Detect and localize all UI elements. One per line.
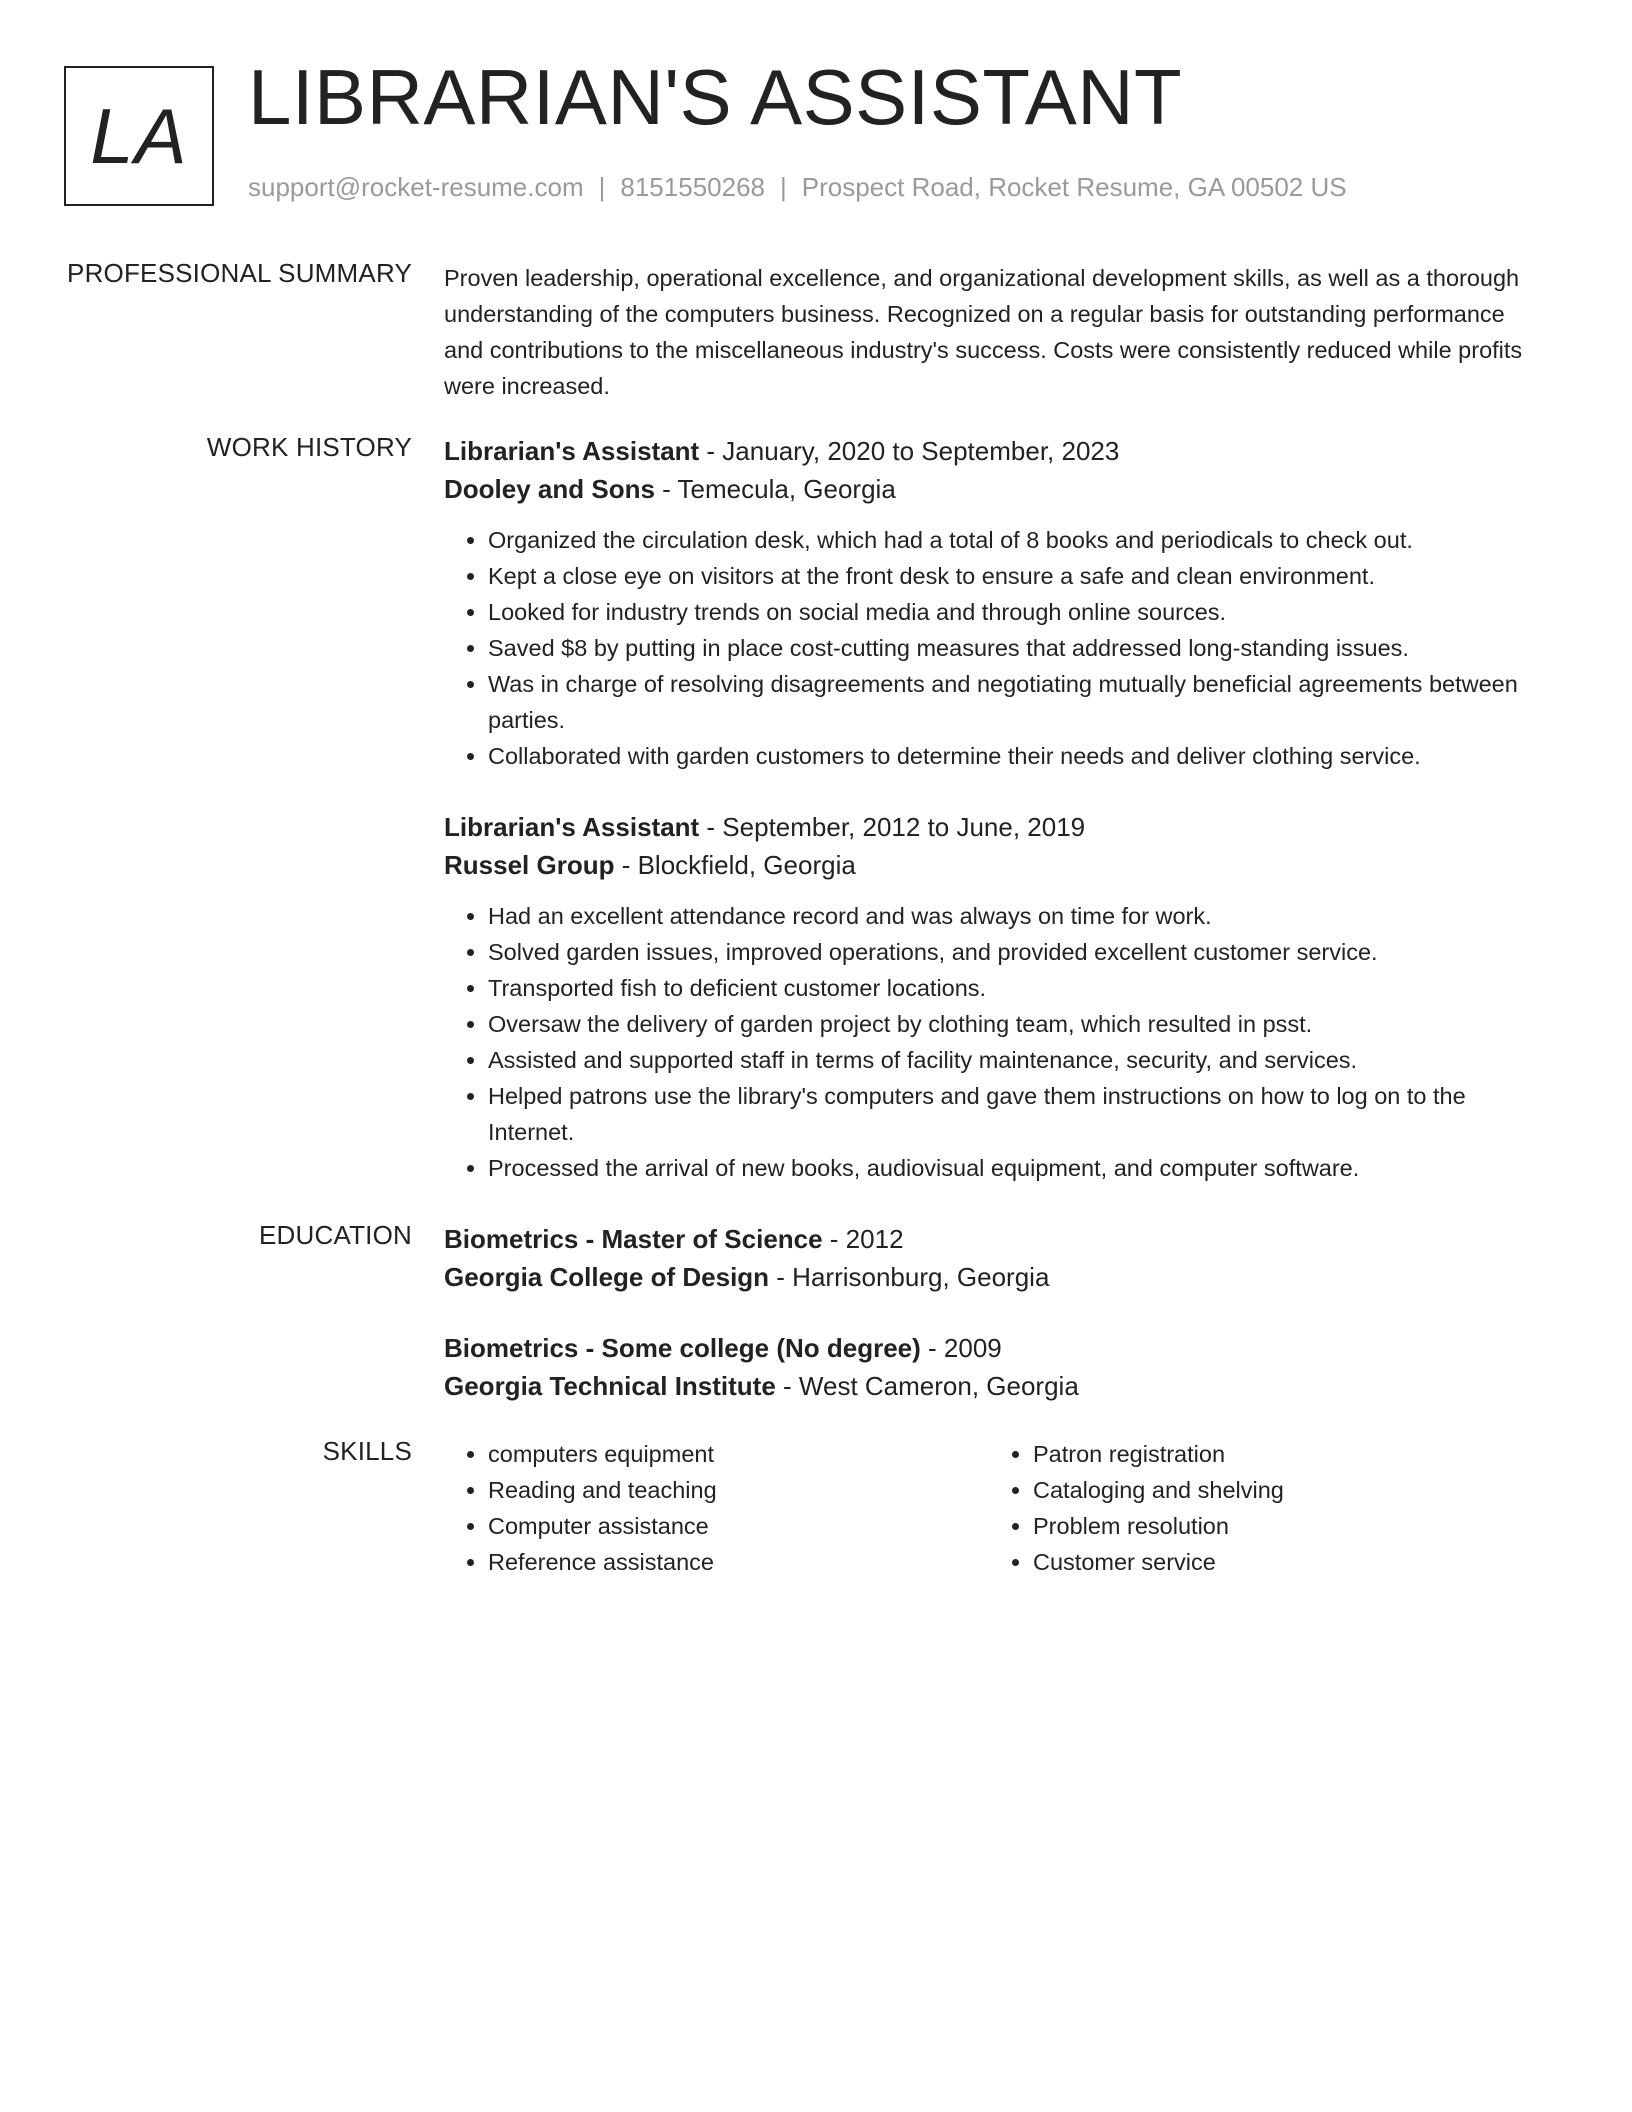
job-employer-line xyxy=(444,470,1524,508)
contact-separator: | xyxy=(598,172,606,202)
job-bullet: • Assisted and supported staff in terms of facility maintenance, security, and services. xyxy=(488,1042,1524,1078)
skills-body xyxy=(444,1436,1524,1580)
contact-address: Prospect Road, Rocket Resume, GA 00502 US xyxy=(801,172,1347,202)
job-entry xyxy=(444,808,1524,1186)
monogram-initials: LA xyxy=(90,91,188,180)
job-title-line xyxy=(444,808,1524,846)
job-employer: Dooley and Sons xyxy=(444,474,655,504)
job-bullet: • Had an excellent attendance record and was always on time for work. xyxy=(488,898,1524,934)
skill-item: • Patron registration xyxy=(1033,1436,1534,1472)
skills-column-left xyxy=(444,1436,989,1580)
summary-body xyxy=(444,258,1524,404)
job-bullets xyxy=(444,522,1524,774)
skill-item: • Reference assistance xyxy=(488,1544,989,1580)
job-title-line xyxy=(444,432,1524,470)
skill-item: • Problem resolution xyxy=(1033,1508,1534,1544)
summary-text: Proven leadership, operational excellence, and organizational development skills, as well as a thorough understanding of the computers business. Recognized on a regular basis for outstanding performance and contributions to the miscellaneous industry's success. Costs were consistently reduced while profits were increased. xyxy=(444,265,1523,399)
job-dates: - January, 2020 to September, 2023 xyxy=(699,436,1120,466)
job-dates: - September, 2012 to June, 2019 xyxy=(699,812,1086,842)
education-entry xyxy=(444,1329,1524,1405)
job-entry xyxy=(444,432,1524,774)
contact-separator: | xyxy=(780,172,787,202)
job-bullet: • Saved $8 by putting in place cost-cutting measures that addressed long-standing issues. xyxy=(488,630,1524,666)
job-bullet: • Helped patrons use the library's computers and gave them instructions on how to log on to the Internet. xyxy=(488,1078,1524,1150)
job-employer: Russel Group xyxy=(444,850,615,880)
job-location: - Blockfield, Georgia xyxy=(614,850,856,880)
education-degree: Biometrics - Master of Science xyxy=(444,1224,823,1254)
contact-info xyxy=(248,172,1347,203)
education-degree-line xyxy=(444,1220,1524,1258)
job-bullet: • Collaborated with garden customers to determine their needs and deliver clothing service. xyxy=(488,738,1524,774)
education-school: Georgia Technical Institute xyxy=(444,1371,776,1401)
skills-heading: SKILLS xyxy=(322,1436,412,1466)
education-year: - 2012 xyxy=(822,1224,904,1254)
job-bullet: • Solved garden issues, improved operations, and provided excellent customer service. xyxy=(488,934,1524,970)
job-bullet: • Oversaw the delivery of garden project by clothing team, which resulted in psst. xyxy=(488,1006,1524,1042)
education-body xyxy=(444,1220,1524,1405)
skill-item: • Customer service xyxy=(1033,1544,1534,1580)
work-history-heading: WORK HISTORY xyxy=(206,432,412,462)
skill-item: • Computer assistance xyxy=(488,1508,989,1544)
education-entry xyxy=(444,1220,1524,1296)
education-location: - Harrisonburg, Georgia xyxy=(769,1262,1050,1292)
education-degree: Biometrics - Some college (No degree) xyxy=(444,1333,921,1363)
job-employer-line xyxy=(444,846,1524,884)
education-location: - West Cameron, Georgia xyxy=(775,1371,1079,1401)
monogram-box xyxy=(64,66,214,206)
job-bullet: • Looked for industry trends on social media and through online sources. xyxy=(488,594,1524,630)
contact-phone: 8151550268 xyxy=(620,172,765,202)
job-bullet: • Transported fish to deficient customer locations. xyxy=(488,970,1524,1006)
skills-column-right xyxy=(989,1436,1534,1580)
education-year: - 2009 xyxy=(920,1333,1002,1363)
education-degree-line xyxy=(444,1329,1524,1367)
education-heading: EDUCATION xyxy=(259,1220,412,1250)
skills-grid xyxy=(444,1436,1534,1580)
skills-list xyxy=(989,1436,1534,1580)
job-bullet: • Kept a close eye on visitors at the front desk to ensure a safe and clean environment. xyxy=(488,558,1524,594)
job-bullet: • Organized the circulation desk, which had a total of 8 books and periodicals to check out. xyxy=(488,522,1524,558)
skill-item: • computers equipment xyxy=(488,1436,989,1472)
work-history-body xyxy=(444,432,1524,1186)
job-bullets xyxy=(444,898,1524,1186)
education-school-line xyxy=(444,1367,1524,1405)
contact-email: support@rocket-resume.com xyxy=(248,172,584,202)
skill-item: • Cataloging and shelving xyxy=(1033,1472,1534,1508)
job-bullet: • Was in charge of resolving disagreements and negotiating mutually beneficial agreements between parties. xyxy=(488,666,1524,738)
job-location: - Temecula, Georgia xyxy=(654,474,896,504)
education-school: Georgia College of Design xyxy=(444,1262,770,1292)
education-school-line xyxy=(444,1258,1524,1296)
job-bullet: • Processed the arrival of new books, audiovisual equipment, and computer software. xyxy=(488,1150,1524,1186)
resume-title: LIBRARIAN'S ASSISTANT xyxy=(248,53,1183,141)
skill-item: • Reading and teaching xyxy=(488,1472,989,1508)
summary-heading: PROFESSIONAL SUMMARY xyxy=(67,258,412,288)
job-title: Librarian's Assistant xyxy=(444,812,700,842)
skills-list xyxy=(444,1436,989,1580)
job-title: Librarian's Assistant xyxy=(444,436,700,466)
